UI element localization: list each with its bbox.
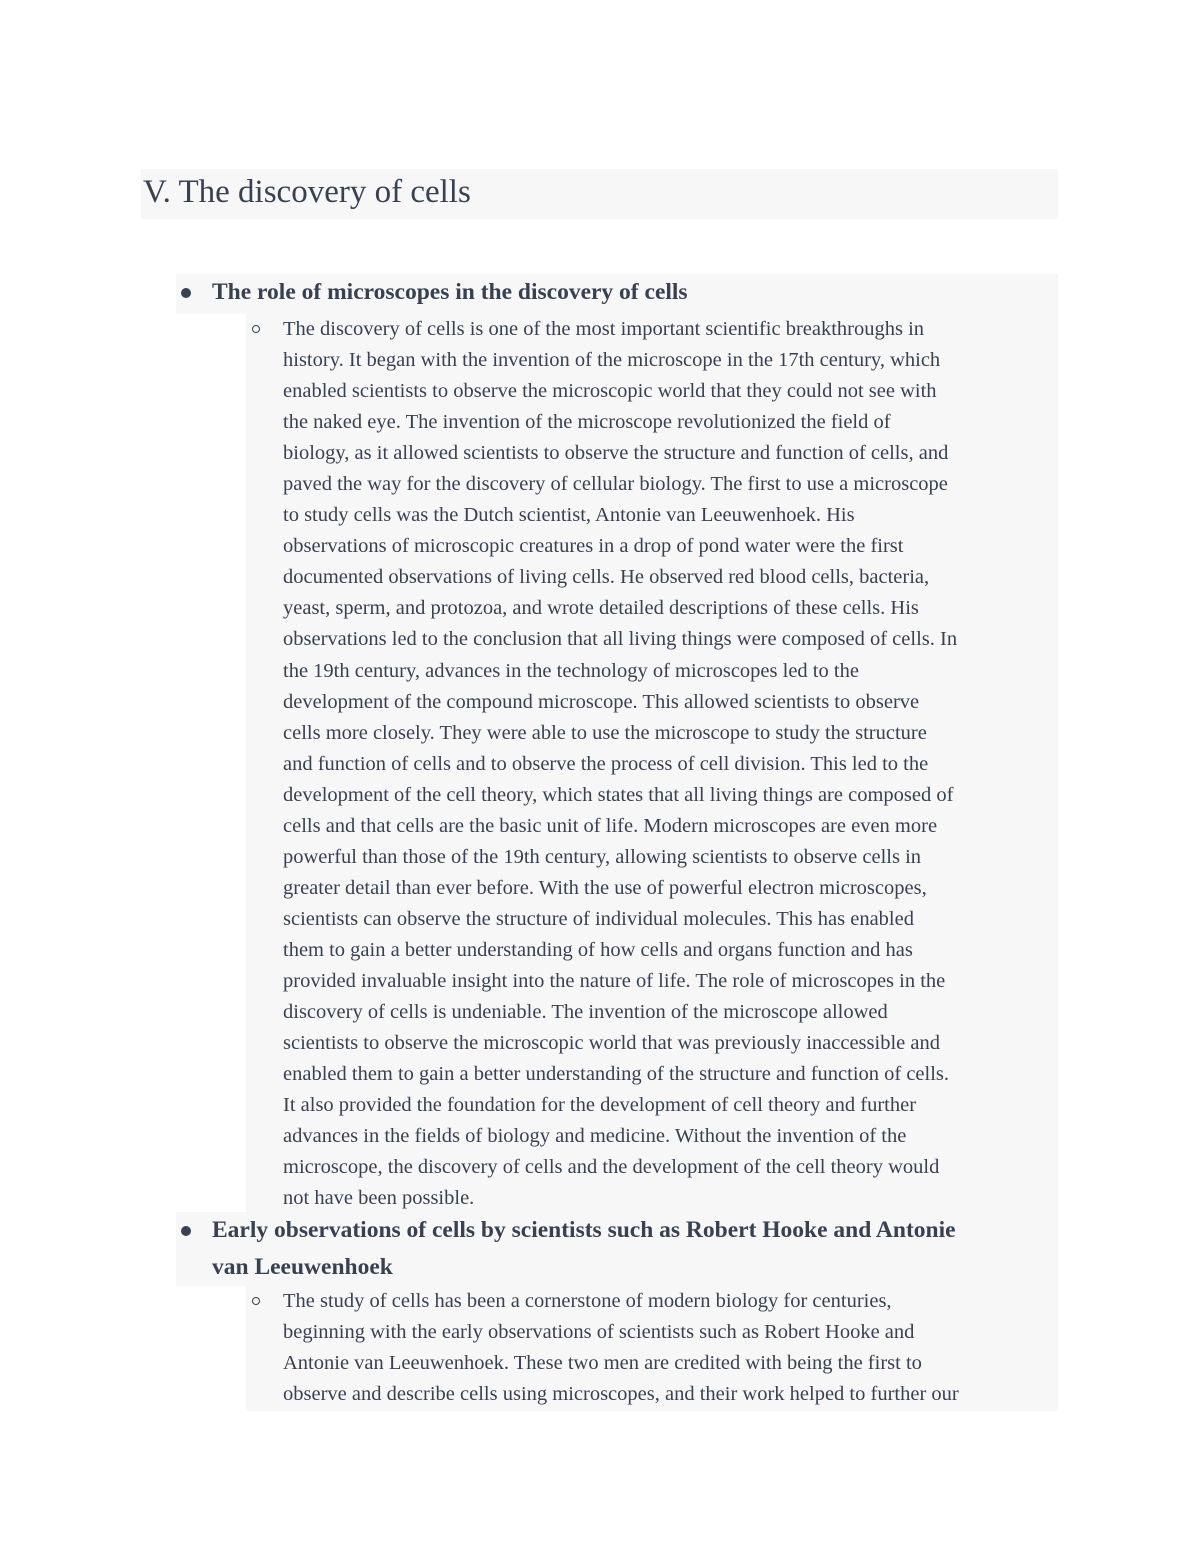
paragraph [283,1286,1058,1411]
text-line: cells and that cells are the basic unit of life. Modern microscopes are even more [283,814,938,837]
text-line: and function of cells and to observe the process of cell division. This led to the [283,752,929,775]
text-line: observations of microscopic creatures in a drop of pond water were the first [283,535,904,558]
heading-line: Early observations of cells by scientists such as Robert Hooke and Antonie [212,1217,956,1243]
paragraph [283,314,1058,1220]
text-line: them to gain a better understanding of how cells and organs function and has [283,938,913,961]
text-line: development of the compound microscope. This allowed scientists to observe [283,690,920,713]
text-line: cells more closely. They were able to use the microscope to study the structure [283,721,927,744]
text-line: scientists can observe the structure of individual molecules. This has enabled [283,907,914,930]
bullet-dot-icon [181,1226,191,1236]
text-line: development of the cell theory, which states that all living things are composed of [283,783,954,806]
text-line: biology, as it allowed scientists to observe the structure and function of cells, and [283,442,949,465]
text-line: The study of cells has been a cornerstone of modern biology for centuries, [283,1290,892,1312]
list-item [246,1286,1058,1411]
circle-bullet-icon [252,325,260,333]
text-line: observe and describe cells using microscopes, and their work helped to further our [283,1383,959,1406]
text-line: Antonie van Leeuwenhoek. These two men are credited with being the first to [283,1352,922,1375]
text-line: to study cells was the Dutch scientist, Antonie van Leeuwenhoek. His [283,504,855,527]
text-line: The discovery of cells is one of the most important scientific breakthroughs in [283,318,925,340]
section-microscopes-role [176,274,1058,1220]
text-line: history. It began with the invention of the microscope in the 17th century, which [283,349,941,372]
page-title: V. The discovery of cells [141,169,1058,219]
text-line: beginning with the early observations of scientists such as Robert Hooke and [283,1321,915,1344]
text-line: enabled them to gain a better understanding of the structure and function of cells. [283,1063,950,1086]
text-line: documented observations of living cells. He observed red blood cells, bacteria, [283,566,930,589]
bullet-dot-icon [181,288,191,298]
heading-line: van Leeuwenhoek [212,1254,393,1280]
text-line: greater detail than ever before. With the use of powerful electron microscopes, [283,876,927,899]
circle-bullet-icon [252,1297,260,1305]
text-line: the 19th century, advances in the technology of microscopes led to the [283,659,859,682]
section-heading [176,274,1058,314]
text-line: scientists to observe the microscopic world that was previously inaccessible and [283,1032,940,1055]
text-line: paved the way for the discovery of cellular biology. The first to use a microscope [283,473,948,496]
text-line: discovery of cells is undeniable. The invention of the microscope allowed [283,1001,888,1024]
heading-line: The role of microscopes in the discovery of cells [212,279,688,305]
text-line: not have been possible. [283,1187,475,1210]
section-early-observations [176,1212,1058,1411]
text-line: the naked eye. The invention of the microscope revolutionized the field of [283,411,891,434]
text-line: powerful than those of the 19th century, allowing scientists to observe cells in [283,845,922,868]
text-line: advances in the fields of biology and medicine. Without the invention of the [283,1125,907,1148]
text-line: microscope, the discovery of cells and the development of the cell theory would [283,1156,940,1179]
list-item [246,314,1058,1220]
text-line: It also provided the foundation for the development of cell theory and further [283,1094,917,1117]
text-line: provided invaluable insight into the nature of life. The role of microscopes in the [283,969,946,992]
section-heading [176,1212,1058,1286]
text-line: yeast, sperm, and protozoa, and wrote detailed descriptions of these cells. His [283,597,919,620]
text-line: enabled scientists to observe the microscopic world that they could not see with [283,380,937,403]
text-line: observations led to the conclusion that all living things were composed of cells. In [283,628,958,651]
